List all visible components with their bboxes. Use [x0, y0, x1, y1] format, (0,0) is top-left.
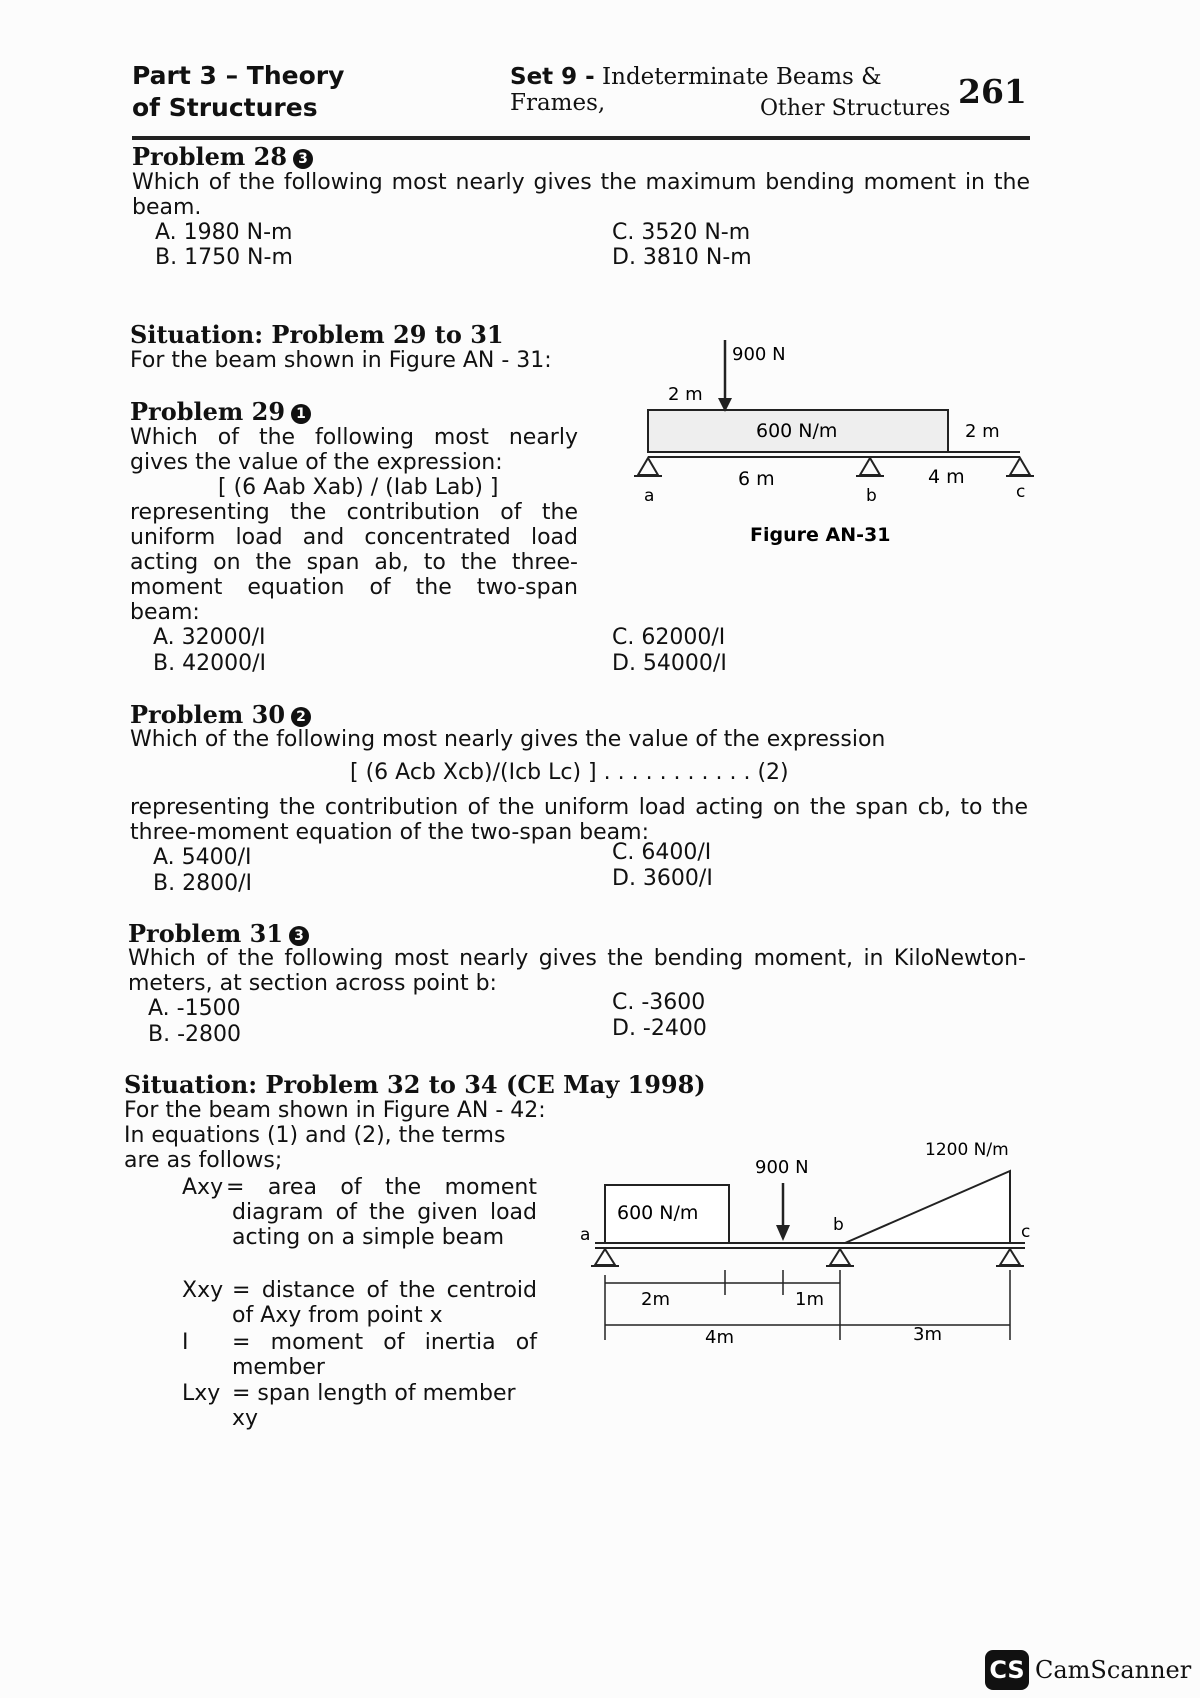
- problem-29-text-2: representing the contribution of the uniform load and concentrated load acting on the span ab, to the three-moment equation of the two-span beam:: [130, 500, 578, 625]
- difficulty-badge: 2: [291, 707, 311, 727]
- fig31-label-c: c: [1016, 482, 1026, 502]
- situation-32-34-text-2: In equations (1) and (2), the terms are as follows;: [124, 1123, 506, 1173]
- fig42-dim-4m: 4m: [705, 1327, 734, 1348]
- problem-30-text: Which of the following most nearly gives the value of the expression: [130, 727, 886, 752]
- fig42-dim-2m: 2m: [641, 1289, 670, 1310]
- problem-28-title-text: Problem 28: [132, 142, 288, 171]
- fig31-udl-label: 600 N/m: [756, 420, 838, 442]
- problem-28-option-a: A. 1980 N-m: [155, 220, 293, 245]
- problem-30-expression: [ (6 Acb Xcb)/(Icb Lc) ] . . . . . . . . . . . (2): [350, 760, 789, 785]
- problem-29-title-text: Problem 29: [130, 397, 286, 426]
- problem-28-title: [132, 142, 313, 171]
- fig42-label-a: a: [580, 1225, 591, 1245]
- part-title: [132, 60, 344, 124]
- problem-30-option-d: D. 3600/I: [612, 866, 713, 891]
- fig31-load-label: 900 N: [732, 344, 786, 365]
- figure-an-31: [620, 330, 1040, 570]
- problem-30-text-2: representing the contribution of the uniform load acting on the span cb, to the three-moment equation of the two-span beam:: [130, 795, 1028, 845]
- problem-28-option-b: B. 1750 N-m: [155, 245, 293, 270]
- def-xxy-term: Xxy: [182, 1278, 224, 1303]
- problem-28-option-d: D. 3810 N-m: [612, 245, 752, 270]
- def-i-term: I: [182, 1330, 189, 1355]
- def-i: = moment of inertia of member: [232, 1330, 537, 1380]
- support-b: [826, 1249, 854, 1266]
- arrow-head: [776, 1225, 790, 1241]
- problem-30-option-a: A. 5400/I: [153, 845, 252, 870]
- problem-29-option-d: D. 54000/I: [612, 651, 727, 676]
- problem-31-option-b: B. -2800: [148, 1022, 242, 1047]
- problem-31-option-d: D. -2400: [612, 1016, 707, 1041]
- fig31-span-ab-label: 6 m: [738, 468, 775, 490]
- problem-29-title: [130, 397, 311, 426]
- problem-31-text: Which of the following most nearly gives the bending moment, in KiloNewton-meters, at section across point b:: [128, 946, 1026, 996]
- problem-29-expression: [ (6 Aab Xab) / (Iab Lab) ]: [218, 475, 499, 500]
- problem-28-text: Which of the following most nearly gives the maximum bending moment in the beam.: [132, 170, 1030, 220]
- fig31-label-b: b: [866, 486, 877, 506]
- difficulty-badge: 1: [291, 404, 311, 424]
- situation-32-34-title: Situation: Problem 32 to 34 (CE May 1998): [124, 1070, 706, 1099]
- def-xxy: = distance of the centroid of Axy from point x: [232, 1278, 537, 1328]
- fig31-caption: Figure AN-31: [750, 524, 891, 546]
- fig42-label-c: c: [1021, 1222, 1031, 1242]
- part-line-1: Part 3 – Theory: [132, 61, 345, 90]
- difficulty-badge: 3: [293, 149, 313, 169]
- problem-31-option-c: C. -3600: [612, 990, 706, 1015]
- set-title-line-2: Other Structures: [760, 96, 951, 121]
- fig31-span-bc-label: 4 m: [928, 466, 965, 488]
- fig31-label-a: a: [644, 486, 655, 506]
- triangular-load: [845, 1171, 1010, 1243]
- fig42-dim-1m: 1m: [795, 1289, 824, 1310]
- problem-30-option-b: B. 2800/I: [153, 871, 252, 896]
- situation-32-34-text: For the beam shown in Figure AN - 42:: [124, 1098, 546, 1123]
- camscanner-label: CamScanner: [1035, 1656, 1192, 1684]
- problem-30-option-c: C. 6400/I: [612, 840, 712, 865]
- set-label: Set 9 -: [510, 64, 595, 90]
- fig31-overhang-label: 2 m: [965, 421, 1000, 442]
- problem-30-title: [130, 700, 311, 729]
- set-title: [510, 64, 951, 121]
- def-axy: = area of the moment diagram of the given load acting on a simple beam: [226, 1175, 537, 1250]
- problem-29-option-b: B. 42000/I: [153, 651, 266, 676]
- fig42-label-b: b: [833, 1215, 844, 1235]
- fig31-dist-label: 2 m: [668, 384, 703, 405]
- header-rule: [132, 136, 1030, 140]
- fig42-triangular-label: 1200 N/m: [925, 1140, 1009, 1160]
- fig42-load-label: 900 N: [755, 1157, 809, 1178]
- problem-29-option-a: A. 32000/I: [153, 625, 266, 650]
- page-number: 261: [958, 72, 1027, 111]
- problem-28-option-c: C. 3520 N-m: [612, 220, 751, 245]
- problem-31-title-text: Problem 31: [128, 919, 284, 948]
- support-c: [1006, 458, 1034, 476]
- support-a: [591, 1249, 619, 1266]
- problem-29-option-c: C. 62000/I: [612, 625, 726, 650]
- set-title-line-1: Indeterminate Beams & Frames,: [510, 64, 882, 116]
- problem-31-option-a: A. -1500: [148, 996, 241, 1021]
- fig42-udl-label: 600 N/m: [617, 1202, 699, 1224]
- def-lxy-term: Lxy: [182, 1381, 221, 1406]
- support-a: [634, 458, 662, 476]
- difficulty-badge: 3: [289, 926, 309, 946]
- situation-29-31-title: Situation: Problem 29 to 31: [130, 320, 504, 349]
- support-c: [996, 1249, 1024, 1266]
- camscanner-logo: CS: [985, 1650, 1029, 1690]
- part-line-2: of Structures: [132, 93, 318, 122]
- def-axy-term: Axy: [182, 1175, 224, 1200]
- fig42-dim-3m: 3m: [913, 1324, 942, 1345]
- problem-31-title: [128, 919, 309, 948]
- problem-30-title-text: Problem 30: [130, 700, 286, 729]
- figure-an-42: [575, 1125, 1045, 1365]
- support-b: [856, 458, 884, 476]
- problem-29-text: Which of the following most nearly gives the value of the expression:: [130, 425, 578, 475]
- def-lxy: = span length of member xy: [232, 1381, 516, 1431]
- situation-29-31-text: For the beam shown in Figure AN - 31:: [130, 348, 552, 373]
